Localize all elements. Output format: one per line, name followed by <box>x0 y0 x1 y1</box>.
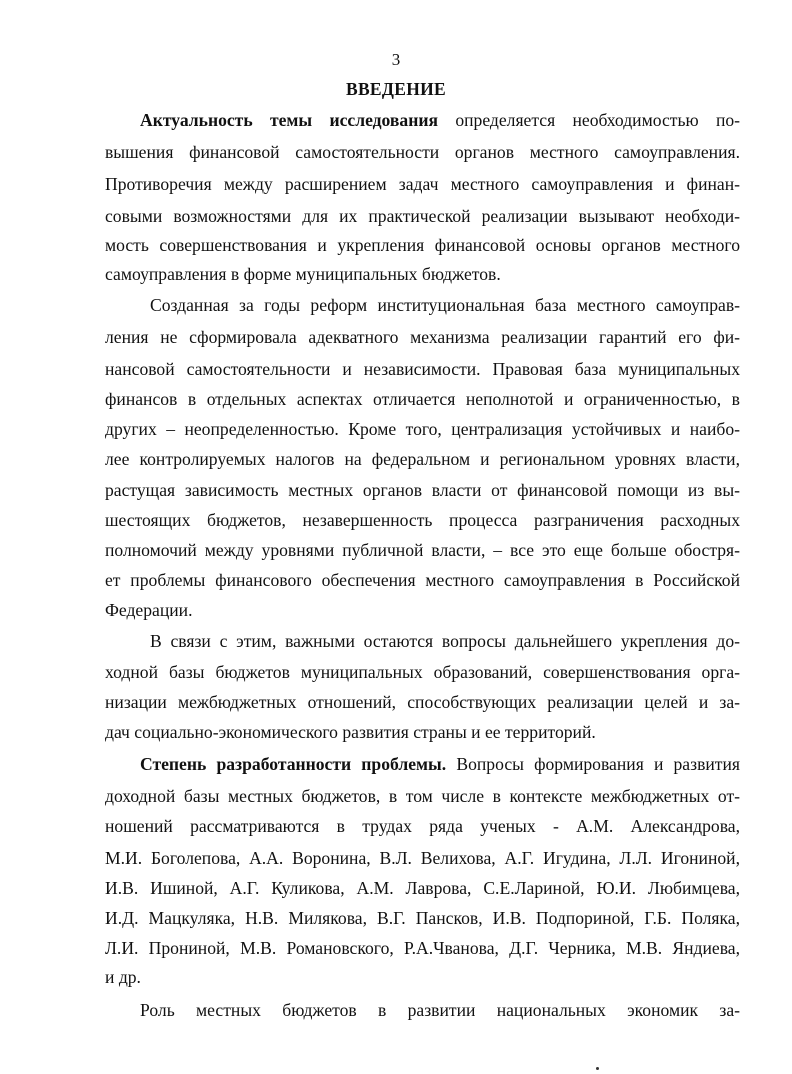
paragraph-line: вышения финансовой самостоятельности органов местного самоуправления. <box>105 142 740 162</box>
bold-lead: Актуальность темы исследования <box>140 110 439 130</box>
paragraph-line: доходной базы местных бюджетов, в том числе в контексте межбюджетных от- <box>105 786 740 806</box>
paragraph-line: растущая зависимость местных органов власти от финансовой помощи из вы- <box>105 480 740 500</box>
paragraph-line: совыми возможностями для их практической реализации вызывают необходи- <box>105 206 740 226</box>
paragraph-line: других – неопределенностью. Кроме того, централизация устойчивых и наибо- <box>105 419 740 439</box>
paragraph-line: В связи с этим, важными остаются вопросы дальнейшего укрепления до- <box>150 631 740 651</box>
paragraph-line: самоуправления в форме муниципальных бюджетов. <box>105 264 501 284</box>
paragraph-line: Созданная за годы реформ институциональная база местного самоуправ- <box>150 295 740 315</box>
paragraph-line: И.Д. Мацкуляка, Н.В. Милякова, В.Г. Пансков, И.В. Подпориной, Г.Б. Поляка, <box>105 908 740 928</box>
paragraph-line: Л.И. Прониной, М.В. Романовского, Р.А.Чванова, Д.Г. Черника, М.В. Яндиева, <box>105 938 740 958</box>
paragraph-line: Степень разработанности проблемы. Вопросы формирования и развития <box>140 754 740 774</box>
paragraph-line: ходной базы бюджетов муниципальных образований, совершенствования орга- <box>105 662 740 682</box>
paragraph-line: мость совершенствования и укрепления финансовой основы органов местного <box>105 235 740 255</box>
paragraph-line: нансовой самостоятельности и независимости. Правовая база муниципальных <box>105 359 740 379</box>
paragraph-line: ношений рассматриваются в трудах ряда ученых - А.М. Александрова, <box>105 816 740 836</box>
paragraph-line: И.В. Ишиной, А.Г. Куликова, А.М. Лаврова, С.Е.Лариной, Ю.И. Любимцева, <box>105 878 740 898</box>
paragraph-line: Федерации. <box>105 600 193 620</box>
paragraph-line: низации межбюджетных отношений, способствующих реализации целей и за- <box>105 692 740 712</box>
paragraph-line: шестоящих бюджетов, незавершенность процесса разграничения расходных <box>105 510 740 530</box>
paragraph-line: лее контролируемых налогов на федеральном и региональном уровнях власти, <box>105 449 740 469</box>
paragraph-line: ления не сформировала адекватного механизма реализации гарантий его фи- <box>105 327 740 347</box>
paragraph-line: и др. <box>105 967 141 987</box>
page-number: 3 <box>391 50 401 69</box>
paragraph-line: ет проблемы финансового обеспечения местного самоуправления в Российской <box>105 570 740 590</box>
paragraph-line: финансов в отдельных аспектах отличается неполнотой и ограниченностью, в <box>105 389 740 409</box>
paragraph-line: М.И. Боголепова, А.А. Воронина, В.Л. Велихова, А.Г. Игудина, Л.Л. Игониной, <box>105 848 740 868</box>
paragraph-line: Роль местных бюджетов в развитии национальных экономик за- <box>140 1000 740 1020</box>
paragraph-line: Актуальность темы исследования определяется необходимостью по- <box>140 110 741 130</box>
scan-mark <box>596 1067 599 1070</box>
paragraph-line: Противоречия между расширением задач местного самоуправления и финан- <box>105 174 740 194</box>
page-title: ВВЕДЕНИЕ <box>345 79 447 99</box>
paragraph-line: полномочий между уровнями публичной власти, – все это еще больше обостря- <box>105 540 740 560</box>
paragraph-line: дач социально-экономического развития страны и ее территорий. <box>105 722 596 742</box>
bold-lead: Степень разработанности проблемы. <box>140 754 447 774</box>
